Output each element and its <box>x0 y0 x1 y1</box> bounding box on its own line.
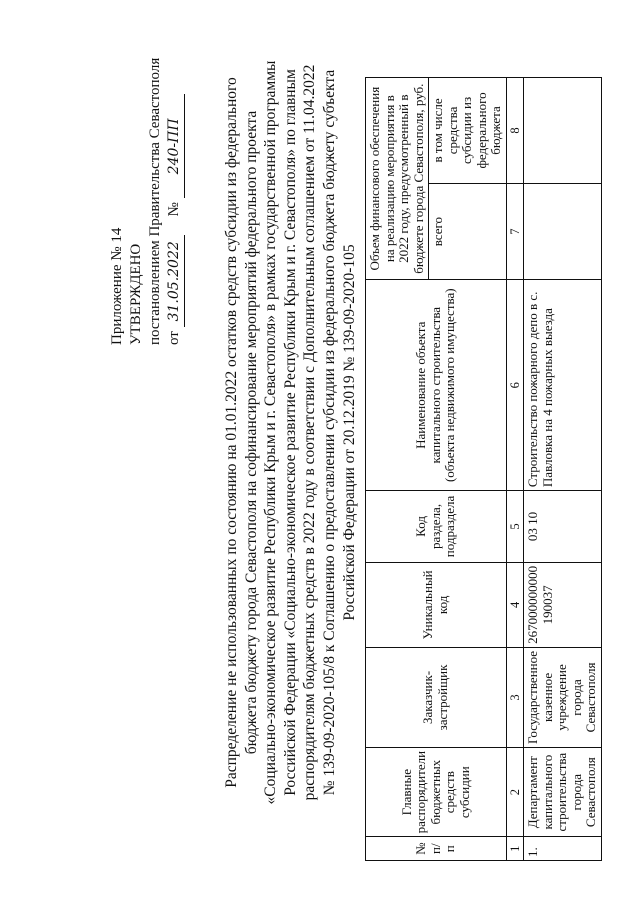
column-number: 5 <box>506 491 524 563</box>
appendix-number: Приложение № 14 <box>109 227 125 345</box>
column-number: 3 <box>506 647 524 747</box>
column-number: 4 <box>506 562 524 647</box>
row-federal <box>524 78 602 184</box>
subsidy-table <box>365 77 602 861</box>
heading-line: Российской Федерации «Социально-экономическое развитие Республики Крым и г. Севастополя» по главным <box>281 69 299 796</box>
header-main-distributors: Главные распорядители бюджетных средств субсидии <box>366 747 507 836</box>
heading-line: Российской Федерации от 20.12.2019 № 139-09-2020-105 <box>340 244 358 621</box>
row-distributor: Департамент капитального строительства города Севастополя <box>524 747 602 836</box>
approval-block <box>108 58 185 345</box>
column-number-row <box>506 78 524 861</box>
column-number: 7 <box>506 183 524 279</box>
document-heading <box>222 50 359 815</box>
column-number: 1 <box>506 837 524 861</box>
approval-date-line <box>165 58 185 345</box>
column-number: 8 <box>506 78 524 184</box>
row-customer: Государственное казенное учреждение города Севастополя <box>524 647 602 747</box>
row-unique-code: 267000000000190037 <box>524 562 602 647</box>
approved-label: УТВЕРЖДЕНО <box>128 243 144 345</box>
number-label: № <box>166 202 182 217</box>
from-label: от <box>166 331 182 345</box>
heading-line: распорядителям бюджетных средств в 2022 году в соответствии с Дополнительным соглашением от 11.04.2022 <box>301 64 319 801</box>
header-unique-code: Уникальный код <box>366 562 507 647</box>
header-object-name: Наименование объекта капитального строительства (объекта недвижимого имущества) <box>366 280 507 491</box>
header-federal-share: в том числе средства субсидии из федерального бюджета <box>429 78 507 184</box>
header-section-code: Код раздела, подраздела <box>366 491 507 563</box>
header-customer: Заказчик-застройщик <box>366 647 507 747</box>
row-section-code: 03 10 <box>524 491 602 563</box>
row-total <box>524 183 602 279</box>
header-financing: Объем финансового обеспечения на реализацию мероприятия в 2022 году, предусмотренный в бюджете города Севастополя, руб. <box>366 78 429 280</box>
table-header-row <box>366 78 429 861</box>
heading-line: «Социально-экономическое развитие Республики Крым и г. Севастополя» в рамках государственной программы <box>262 60 280 805</box>
column-number: 2 <box>506 747 524 836</box>
table-row <box>524 78 602 861</box>
heading-line: № 139-09-2020-105/8 к Соглашению о предоставлении субсидии из федерального бюджета бюджету субъекта <box>320 69 338 796</box>
header-num: № п/п <box>366 837 507 861</box>
row-number: 1. <box>524 837 602 861</box>
row-object-name: Строительство пожарного депо в с. Павловка на 4 пожарных выезда <box>524 280 602 491</box>
header-total: всего <box>429 183 507 279</box>
approval-number: 240-ПП <box>165 94 185 198</box>
heading-line: бюджета бюджету города Севастополя на софинансирование мероприятий федерального проекта <box>242 110 260 755</box>
approval-date: 31.05.2022 <box>165 235 185 327</box>
column-number: 6 <box>506 280 524 491</box>
heading-line: Распределение не использованных по состоянию на 01.01.2022 остатков средств субсидии из федерального <box>223 77 240 788</box>
approved-by: постановлением Правительства Севастополя <box>147 57 163 345</box>
